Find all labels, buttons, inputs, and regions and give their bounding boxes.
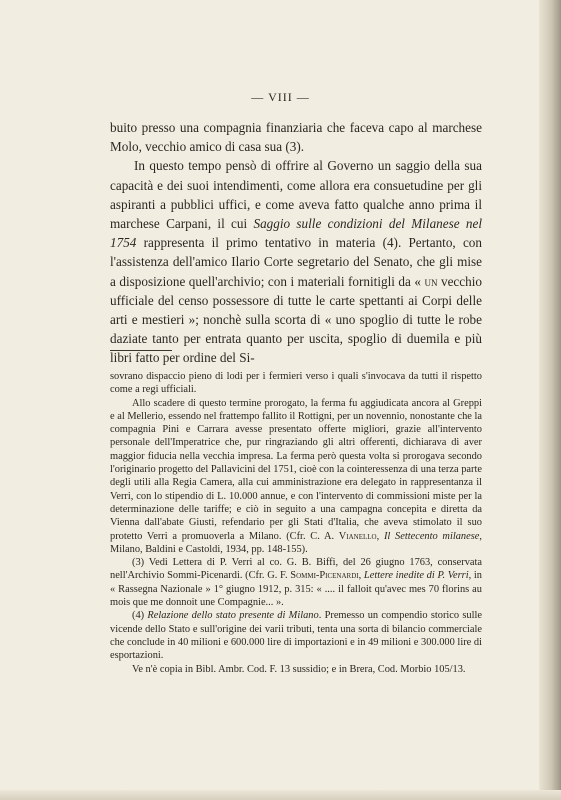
body-text-run: vecchio ufficiale del censo possessore di tutte le carte spettanti ai Corpi delle arti e mestieri »; nonchè sulla scorta di « uno spoglio di tutte le robe daziate tanto per entrata quanto per uscita, spoglio di duemila e più libri fatto per ordine del Si- [110,273,482,366]
italic-title-settecento: Il Settecento milanese [383,530,480,542]
footnote-text-run: , Milano, Baldini e Castoldi, 1934, pp. 148-155). [110,530,482,555]
footnote-text-run: (3) Vedi Lettera di P. Verri al co. G. B. Biffi, del 26 giugno 1763, conservata nell'Archivio Sommi-Picenardi. (Cfr. G. F. [110,557,482,582]
body-text-run: buito presso una compagnia finanziaria che faceva capo al marchese Molo, vecchio amico di casa sua (3). [110,120,482,155]
footnote-text-run: Ve n'è copia in Bibl. Ambr. Cod. F. 13 sussidio; e in Brera, Cod. Morbio 105/13. [132,663,466,675]
body-text-run: rappresenta il primo tentativo in materia (4). Pertanto, con l'assistenza dell'amico Ilario Corte segretario del Senato, che gli mise a disposizione quell'archivio; con i materiali fornitigli da « [110,235,482,289]
body-paragraph-1 [110,118,482,156]
footnote-text-run: (4) [132,610,148,622]
footnote-continuation [110,370,482,397]
smallcaps-word: un [424,273,438,289]
body-paragraph-2 [110,156,482,367]
italic-title-saggio: Saggio sulle condizioni del Milanese nel 1754 [110,216,482,251]
footnote-paragraph-ferma [110,397,482,557]
main-body-text [110,118,482,368]
body-text-run: In questo tempo pensò di offrire al Governo un saggio della sua capacità e dei suoi intendimenti, come allora era consuetudine per gli aspiranti a pubblici uffici, e come aveva fatto qualche anno prima il marchese Carpani, il cui [110,158,482,232]
footnotes-block [110,370,482,676]
author-name-vianello: Vianello [338,530,377,542]
footnote-text-run: , [358,570,364,582]
footnote-text-run: , in « Rassegna Nazionale » 1° giugno 1912, p. 315: « .... il falloit qu'avec mes 70 florins au mois que me donnoit une Compagnie... ». [110,570,482,609]
footnote-separator-rule [110,350,172,351]
footnote-copy-location [110,663,482,676]
footnote-4 [110,609,482,662]
footnote-text-run: . Premesso un compendio storico sulle vicende dello Stato e sull'origine dei varii tributi, tenta una sorta di bilancio commerciale che conclude in 40 milioni e 600.000 lire di importazioni e in 49 milioni e 300.000 lire di esportazioni. [110,610,483,662]
italic-title-relazione: Relazione dello stato presente di Milano [147,610,319,622]
italic-title-lettere: Lettere inedite di P. Verri [363,570,469,582]
footnote-text-run: , [376,530,384,542]
footnote-text-run: Allo scadere di questo termine prorogato, la ferma fu aggiudicata ancora al Greppi e al Mellerio, essendo nel frattempo fallito il Rottigni, per un novennio, nonostante che la compagnia Pini e Carrara avesse presentato offerte migliori, grazie all'intervento personale dell'Imperatrice che, pur ringraziando gli altri offerenti, dichiarava di aver maggior fiducia nella vecchia impresa. La ferma però questa volta si prorogava secondo l'originario progetto del Pallavicini del 1751, cioè con la cointeressenza di una terza parte degli utili alla Regia Camera, alla cui amministrazione era delegato in rappresentanza il Verri, con lo stipendio di L. 10.000 annue, e con l'intervento di commissioni miste per la determinazione delle tariffe; e ciò in seguito a una campagna concepita e diretta da Vienna dall'abate Giusti, refendario per gli Stati d'Italia, che aveva stimolato il suo protetto Verri a promuoverla a Milano. (Cfr. C. A. [110,397,482,542]
scan-shadow-edge [539,0,561,800]
author-name-sommi-picenardi: Sommi-Picenardi [290,570,359,582]
scan-bottom-edge [0,790,561,800]
footnote-text-run: sovrano dispaccio pieno di lodi per i fermieri verso i quali s'invocava da tutti il rispetto come a regi ufficiali. [110,371,482,396]
page-number: — VIII — [251,90,310,104]
footnote-3 [110,556,482,609]
